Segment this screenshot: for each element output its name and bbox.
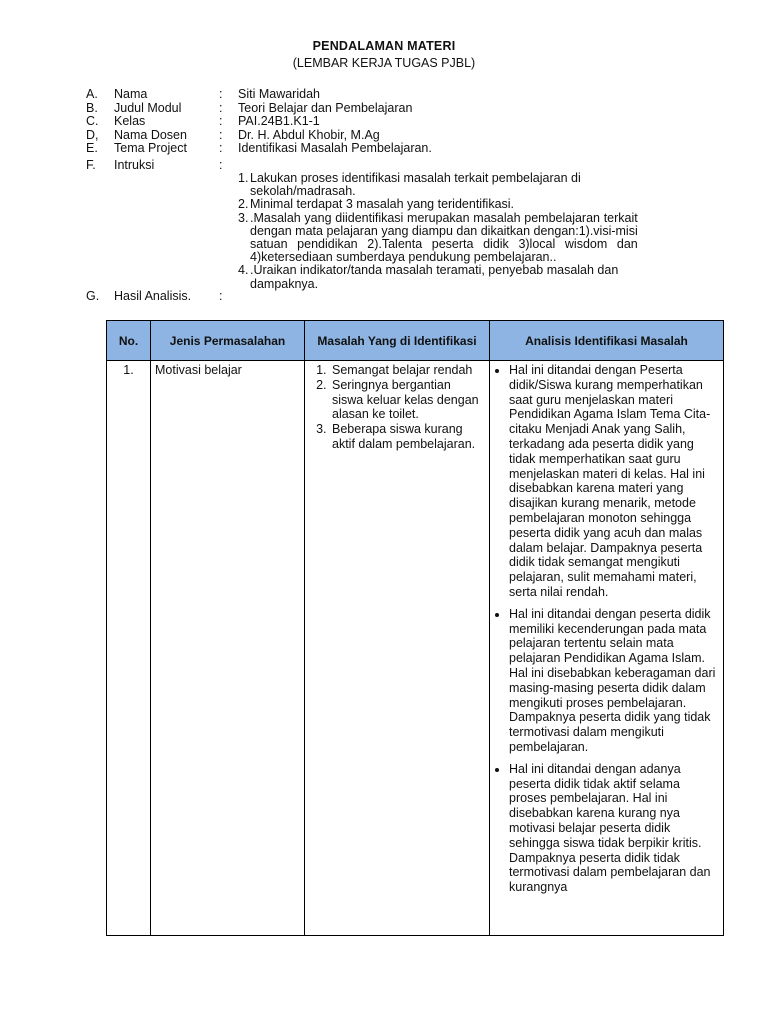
info-value: Identifikasi Masalah Pembelajaran. [238, 141, 432, 155]
instruction-line: sekolah/madrasah. [250, 184, 356, 199]
info-letter: B. [86, 100, 98, 115]
table-header-row [107, 321, 724, 361]
info-letter: F. [86, 157, 96, 172]
info-label: Kelas [114, 114, 146, 128]
info-value: PAI.24B1.K1-1 [238, 114, 320, 128]
info-value: Dr. H. Abdul Khobir, M.Ag [238, 127, 380, 142]
masalah-list [309, 363, 485, 452]
instruction-line: .Uraikan indikator/tanda masalah teramati, penyebab masalah dan [250, 263, 619, 278]
masalah-item: 3. Beberapa siswa kurang aktif dalam pembelajaran. [330, 422, 485, 452]
info-label: Tema Project [114, 141, 187, 155]
header-masalah: Masalah Yang di Identifikasi [305, 321, 490, 361]
info-label: Hasil Analisis. [114, 289, 192, 303]
instruction-line: satuan pendidikan 2).Talenta peserta didik 3)local wisdom dan [250, 237, 638, 252]
cell-no: 1. [107, 361, 151, 936]
instruction-line: 4)ketersediaan sumberdaya pendukung pembelajaran.. [250, 250, 557, 265]
masalah-item: 1. Semangat belajar rendah [330, 363, 485, 378]
cell-analisis [490, 361, 724, 936]
table-row [107, 361, 724, 936]
info-value: Siti Mawaridah [238, 87, 320, 101]
analysis-table [106, 320, 724, 936]
info-colon: : [219, 141, 223, 155]
info-letter: E. [86, 141, 98, 155]
instruction-list [238, 172, 722, 291]
header-no: No. [107, 321, 151, 361]
info-colon: : [219, 157, 223, 172]
document-title: PENDALAMAN MATERI [312, 39, 456, 53]
instruction-line: Lakukan proses identifikasi masalah terkait pembelajaran di [250, 171, 581, 185]
info-colon: : [219, 127, 223, 142]
info-label: Nama [114, 87, 148, 101]
header-analisis: Analisis Identifikasi Masalah [490, 321, 724, 361]
instruction-line: .Masalah yang diidentifikasi merupakan masalah pembelajaran terkait [250, 210, 638, 225]
instruction-item [238, 264, 722, 290]
instruction-item [238, 212, 722, 265]
instruction-item [238, 198, 722, 211]
instruction-number: 3. [238, 210, 249, 225]
instruction-number: 2. [238, 197, 249, 212]
instruction-item [238, 172, 722, 198]
header-jenis-permasalahan: Jenis Permasalahan [151, 321, 305, 361]
info-letter: C. [86, 114, 99, 128]
info-letter: D, [86, 127, 99, 142]
info-label: Nama Dosen [114, 127, 187, 142]
cell-masalah [305, 361, 490, 936]
instruction-line: Minimal terdapat 3 masalah yang teridentifikasi. [250, 197, 515, 212]
info-letter: A. [86, 87, 98, 101]
analisis-list [494, 363, 719, 895]
info-colon: : [219, 289, 223, 303]
instruction-line: dampaknya. [250, 276, 319, 291]
info-colon: : [219, 114, 223, 128]
masalah-item: 2. Seringnya bergantian siswa keluar kelas dengan alasan ke toilet. [330, 378, 485, 422]
instruction-number: 4. [238, 263, 249, 278]
analisis-item: • Hal ini ditandai dengan peserta didik memiliki kecenderungan pada mata pelajaran tertentu selain mata pelajaran Pendidikan Agama Islam. Hal ini disebabkan keberagaman dari masing-masing peserta didik dalam mengikuti proses pembelajaran. Dampaknya peserta didik yang tidak termotivasi dalam mengikuti pembelajaran. [509, 607, 719, 755]
info-label: Judul Modul [114, 100, 182, 115]
instruction-line: dengan mata pelajaran yang diampu dan dikaitkan dengan:1).visi-misi [250, 223, 638, 238]
instruction-number: 1. [238, 171, 249, 185]
analisis-item: • Hal ini ditandai dengan Peserta didik/Siswa kurang memperhatikan saat guru menjelaskan materi Pendidikan Agama Islam Tema Cita-citaku Menjadi Anak yang Salih, terkadang ada peserta didik yang tidak memperhatikan saat guru menjelaskan materi di kelas. Hal ini disebabkan karena materi yang disajikan kurang menarik, metode pembelajaran monoton sehingga peserta didik yang acuh dan malas dalam belajar. Dampaknya peserta didik tidak semangat mengikuti pelajaran, sulit memahami materi, serta nilai rendah. [509, 363, 719, 600]
info-colon: : [219, 87, 223, 101]
analisis-item: • Hal ini ditandai dengan adanya peserta didik tidak aktif selama proses pembelajaran. Hal ini disebabkan karena kurang nya motivasi belajar peserta didik sehingga siswa tidak berpikir kritis. Dampaknya peserta didik tidak termotivasi dalam pembelajaran dan kurangnya [509, 762, 719, 895]
info-value: Teori Belajar dan Pembelajaran [238, 100, 413, 115]
info-letter: G. [86, 289, 100, 303]
info-label: Intruksi [114, 157, 155, 172]
info-colon: : [219, 100, 223, 115]
cell-jenis: Motivasi belajar [151, 361, 305, 936]
document-subtitle: (LEMBAR KERJA TUGAS PJBL) [292, 56, 476, 70]
